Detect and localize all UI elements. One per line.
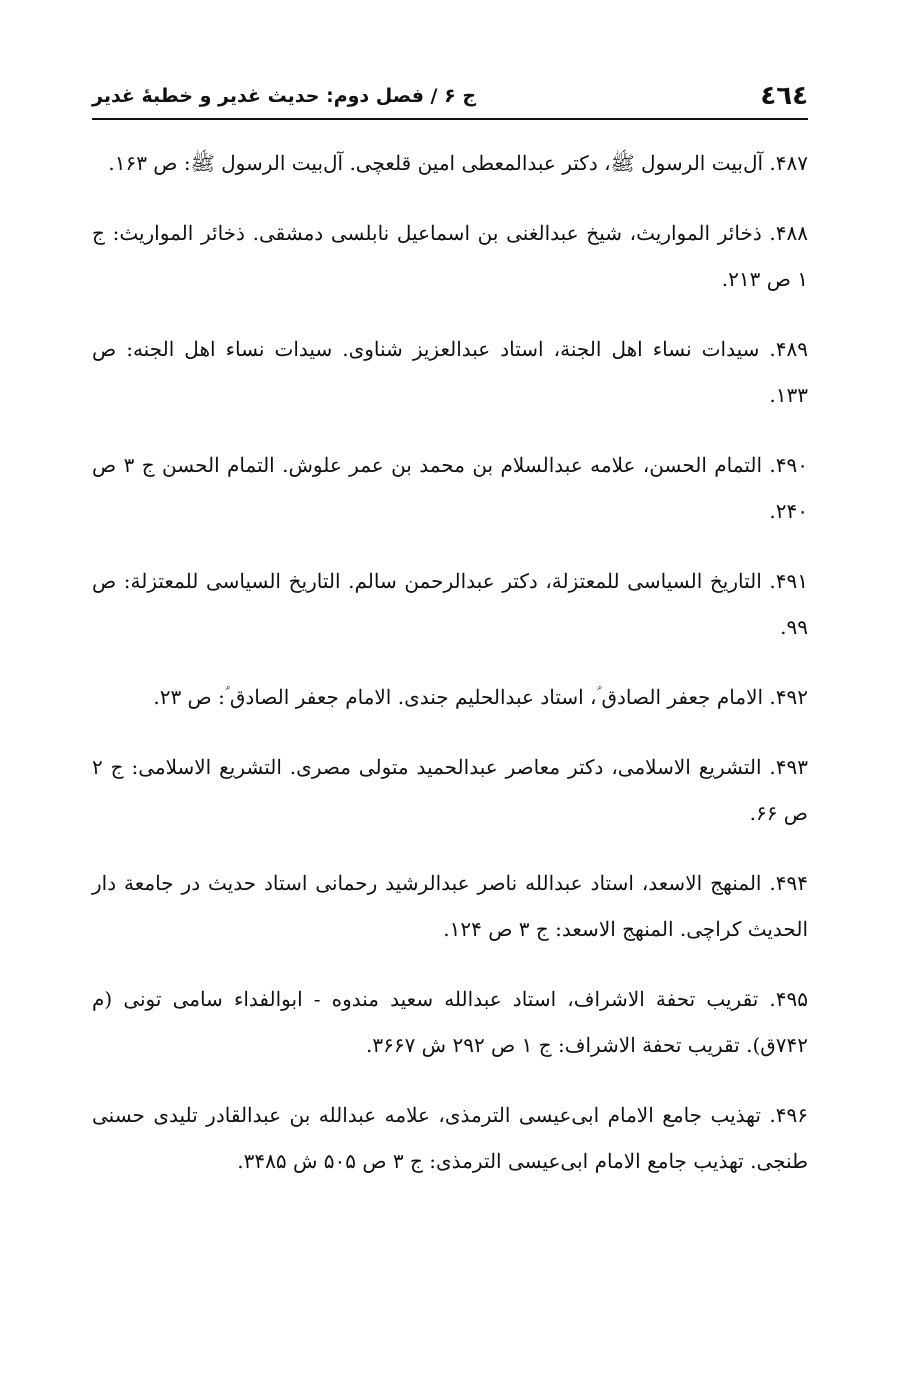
bibliography-entry-491: ۴۹۱. التاریخ السیاسی للمعتزلة، دکتر عبدالرحمن سالم. التاریخ السیاسی للمعتزلة: ص ۹۹. xyxy=(92,569,808,639)
bibliography-entry-492: ۴۹۲. الامام جعفر الصادق ؑ، استاد عبدالحلیم جندی. الامام جعفر الصادق ؑ: ص ۲۳. xyxy=(153,685,808,709)
bibliography-list xyxy=(92,140,808,1208)
bibliography-entry-495: ۴۹۵. تقریب تحفة الاشراف، استاد عبدالله سعید مندوه - ابوالفداء سامی تونی (م ۷۴۲ق). تقریب تحفة الاشراف: ج ۱ ص ۲۹۲ ش ۳۶۶۷. xyxy=(92,987,808,1057)
bibliography-entry-488: ۴۸۸. ذخائر المواریث، شیخ عبدالغنی بن اسماعیل نابلسی دمشقی. ذخائر المواریث: ج ۱ ص ۲۱۳. xyxy=(92,221,808,291)
bibliography-entry-494: ۴۹۴. المنهج الاسعد، استاد عبدالله ناصر عبدالرشید رحمانی استاد حدیث در جامعة دار الحدیث کراچی. المنهج الاسعد: ج ۳ ص ۱۲۴. xyxy=(92,871,808,941)
running-title: ج ۶ / فصل دوم: حدیث غدیر و خطبهٔ غدیر xyxy=(92,85,477,107)
page-header xyxy=(92,74,808,120)
bibliography-entry-493: ۴۹۳. التشریع الاسلامی، دکتر معاصر عبدالحمید متولی مصری. التشریع الاسلامی: ج ۲ ص ۶۶. xyxy=(92,755,808,825)
bibliography-entry-489: ۴۸۹. سیدات نساء اهل الجنة، استاد عبدالعزیز شناوی. سیدات نساء اهل الجنه: ص ۱۳۳. xyxy=(92,337,808,407)
bibliography-entry-490: ۴۹۰. التمام الحسن، علامه عبدالسلام بن محمد بن عمر علوش. التمام الحسن ج ۳ ص ۲۴۰. xyxy=(92,453,809,523)
bibliography-entry-487: ۴۸۷. آل‌بیت الرسول ﷺ، دکتر عبدالمعطی امین قلعچی. آل‌بیت الرسول ﷺ: ص ۱۶۳. xyxy=(108,151,808,175)
bibliography-entry-496: ۴۹۶. تهذیب جامع الامام ابی‌عیسی الترمذی، علامه عبدالله بن عبدالقادر تلیدی حسنی طنجی. تهذیب جامع الامام ابی‌عیسی الترمذی: ج ۳ ص ۵۰۵ ش ۳۴۸۵. xyxy=(92,1103,808,1173)
page-number: ٤٦٤ xyxy=(760,81,808,111)
